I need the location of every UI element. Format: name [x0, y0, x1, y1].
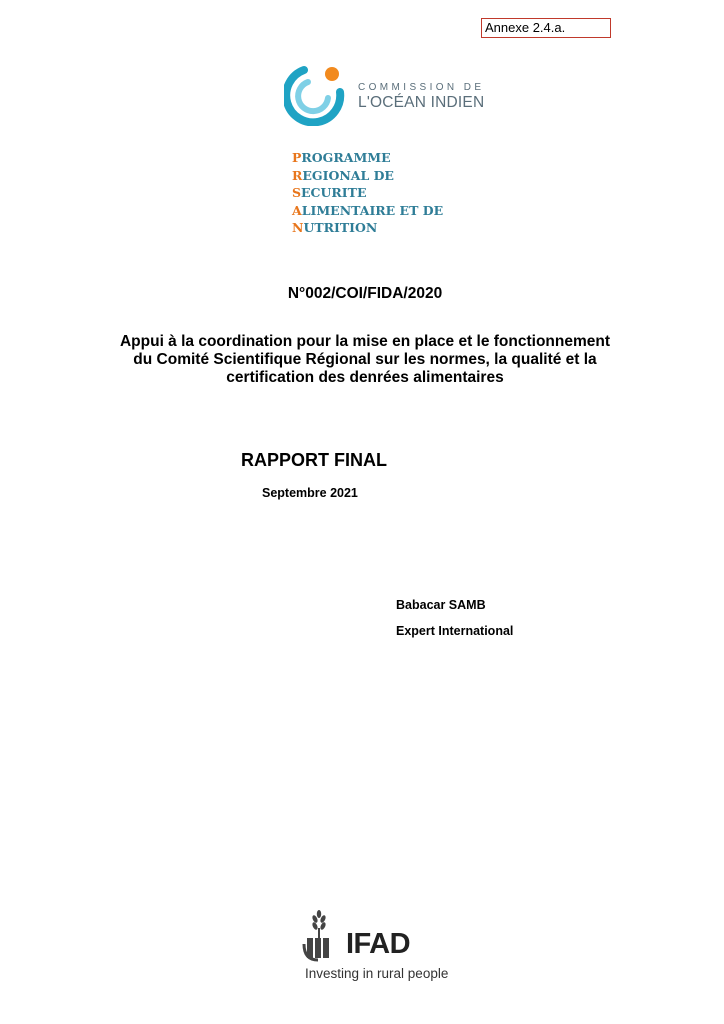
programme-rest: ECURITE	[301, 185, 367, 200]
ifad-wheat-person-icon	[302, 908, 348, 964]
reference-text: N°002/COI/FIDA/2020	[287, 285, 443, 302]
report-title: RAPPORT FINAL	[241, 450, 387, 470]
programme-rest: EGIONAL DE	[302, 167, 394, 183]
report-date: Septembre 2021	[262, 486, 358, 500]
programme-rest: ROGRAMME	[301, 150, 391, 165]
programme-initial: R	[292, 167, 303, 183]
reference-number	[0, 285, 724, 303]
programme-initial: S	[292, 185, 302, 200]
programme-line	[292, 167, 443, 185]
programme-initial: A	[292, 202, 302, 218]
programme-initial: P	[292, 150, 302, 165]
author-role: Expert International	[396, 624, 514, 638]
programme-line	[292, 184, 443, 202]
programme-line	[292, 202, 443, 220]
author-name: Babacar SAMB	[396, 598, 486, 612]
programme-line	[292, 219, 443, 237]
programme-initial: N	[292, 220, 304, 235]
programme-rest: UTRITION	[303, 220, 378, 235]
coi-wordmark	[358, 82, 484, 112]
coi-line-1: COMMISSION DE	[358, 82, 485, 93]
programme-line	[292, 149, 443, 167]
coi-circle-logo-icon	[284, 62, 348, 126]
programme-rest: LIMENTAIRE ET DE	[301, 202, 444, 218]
ifad-wordmark: IFAD	[346, 928, 411, 960]
annex-label: Annexe 2.4.a.	[481, 18, 611, 38]
coi-line-2: L'OCÉAN INDIEN	[358, 94, 485, 111]
author-block	[396, 592, 513, 644]
ifad-tagline: Investing in rural people	[305, 966, 449, 981]
programme-name	[292, 149, 443, 237]
document-subject: Appui à la coordination pour la mise en place et le fonctionnement du Comité Scientifique Régional sur les normes, la qualité et la certification des denrées alimentaires	[119, 333, 611, 386]
